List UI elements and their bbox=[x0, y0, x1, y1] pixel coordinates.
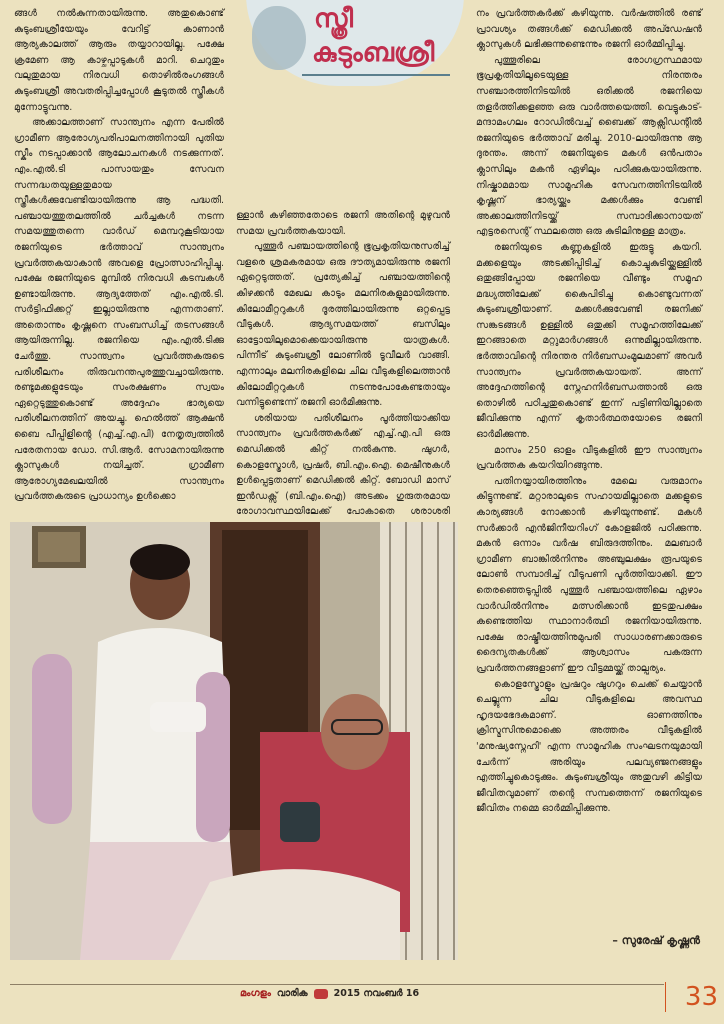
heading-underline bbox=[302, 74, 450, 76]
paragraph: പുത്തൂർ പഞ്ചായത്തിന്റെ ഭൂപ്രകൃതിയനുസരിച്ച് വളരെ ശ്രമകരമായ ഒരു ദൗത്യമായിരുന്നു രജനി ഏറ്റെടുത്തത്. പ്രത്യേകിച്ച് പഞ്ചായത്തിന്റെ കിഴക്കൻ മേഖല കാടും മലനിരകളുമായിരുന്നു. കിലോമീറ്ററുകൾ ദൂരത്തിലായിരുന്നു ഒറ്റപ്പെട്ട വീടുകൾ. ആദ്യസമയത്ത് ബസിലും ഓട്ടോയിലുമൊക്കെയായിരുന്നു യാത്രകൾ. പിന്നീട് കുടുംബശ്രീ ലോണിൽ ടൂവീലർ വാങ്ങി. എന്നാലും മലനിരകളിലെ ചില വീടുകളിലെത്താൻ കിലോമീറ്ററുകൾ നടന്നുപോകേണ്ടതായും വന്നിട്ടുണ്ടെന്ന് രജനി ഓർമിക്കുന്നു. bbox=[236, 241, 450, 409]
heading-line-2: കുടുംബശ്രീ bbox=[312, 38, 435, 68]
text-column-3 bbox=[476, 6, 702, 817]
paragraph: അക്കാലത്താണ് സാന്ത്വനം എന്ന പേരിൽ ഗ്രാമീണ ആരോഗ്യപരിപാലനത്തിനായി പുതിയ സ്കീം നടപ്പാക്കാൻ ആലോചനകൾ നടക്കുന്നത്. എം.എൽ.ടി പാസായതും സേവന സന്നദ്ധതയുള്ളതുമായ സ്ത്രീകൾക്കുവേണ്ടിയായിരുന്നു ആ പദ്ധതി. പഞ്ചായത്തുതലത്തിൽ ചർച്ചകൾ നടന്ന സമയത്തുതന്നെ വാർഡ് മെമ്പറുകൂടിയായ രജനിയുടെ ഭർത്താവ് സാന്ത്വനം പ്രവർത്തകയാകാൻ അവളെ പ്രോത്സാഹിപ്പിച്ചു. പക്ഷേ രജനിയുടെ മുമ്പിൽ നിരവധി കടമ്പകൾ ഉണ്ടായിരുന്നു. ആദ്യത്തേത് എം.എൽ.ടി. സർട്ടിഫിക്കറ്റ് ഇല്ലായിരുന്നു എന്നതാണ്. അതൊന്നും കൃഷ്ണനെ സംബന്ധിച്ച് തടസങ്ങൾ ആയിരുന്നില്ല. രജനിയെ എം.എൽ.ടിക്കു ചേർത്തു. സാന്ത്വനം പ്രവർത്തകരുടെ പരിശീലനം തിരുവനന്തപുരത്തുവച്ചായിരുന്നു. രണ്ടുമക്കളുടേയും സംരക്ഷണം സ്വയം ഏറ്റെടുത്തുകൊണ്ട് അദ്ദേഹം ഭാര്യയെ പരിശീലനത്തിന് അയച്ചു. ഹെൽത്ത് ആക്ഷൻ ബൈ പീപ്പിളിന്റെ (എച്ച്.എ.പി) നേതൃത്വത്തിൽ പരേതനായ ഡോ. സി.ആർ. സോമനായിരുന്നു ക്ലാസുകൾ നയിച്ചത്. ഗ്രാമീണ ആരോഗ്യമേഖലയിൽ സാന്ത്വനം പ്രവർത്തകരുടെ പ്രാധാന്യം ഉൾക്കൊ bbox=[14, 117, 224, 503]
footer-magazine: വാരിക bbox=[276, 988, 308, 999]
text-column-1 bbox=[14, 6, 224, 505]
page-number: 33 bbox=[684, 982, 718, 1012]
paragraph: രജനിയുടെ കണ്ണുകളിൽ ഇരുട്ടു കയറി. മക്കളെയും അടക്കിപ്പിടിച്ച് കൊച്ചുകുടിയ്ക്കുള്ളിൽ ഒതുങ്ങിപ്പോയ രജനിയെ വീണ്ടും സമൂഹ മദ്ധ്യത്തിലേക്ക് കൈപിടിച്ചു കൊണ്ടുവന്നത് കുടുംബശ്രീയാണ്. മക്കൾക്കുവേണ്ടി രജനിക്ക് സങ്കടങ്ങൾ ഉള്ളിൽ ഒതുക്കി സമൂഹത്തിലേക്ക് ഇറങ്ങാതെ മറ്റുമാർഗങ്ങൾ ഒന്നുമില്ലായിരുന്നു. ഭർത്താവിന്റെ നിരന്തര നിർബന്ധംമൂലമാണ് അവർ സാന്ത്വനം പ്രവർത്തകയായത്. അന്ന് അദ്ദേഹത്തിന്റെ സ്നേഹനിർബന്ധത്താൽ ഒരു തൊഴിൽ പഠിച്ചതുകൊണ്ട് ഇന്ന് പട്ടിണിയില്ലാതെ ജീവിക്കുന്നു എന്ന് കൃതാർത്ഥതയോടെ രജനി ഓർമിക്കുന്നു. bbox=[476, 241, 702, 441]
page-number-divider bbox=[665, 982, 666, 1012]
paragraph: പതിനയ്യായിരത്തിനും മേലെ വരുമാനം കിട്ടുന്നുണ്ട്. മറ്റാരാലുടെ സഹായമില്ലാതെ മക്കളുടെ കാര്യങ്ങൾ നോക്കാൻ കഴിയുന്നുണ്ട്. മകൾ സർക്കാർ എൻജിനീയറിംഗ് കോളജിൽ പഠിക്കുന്നു. മകൻ ഒന്നാം വർഷ ബിരുദത്തിനും. മലബാർ ഗ്രാമീണ ബാങ്കിൽനിന്നും അഞ്ചുലക്ഷം രൂപയുടെ ലോൺ സമ്പാദിച്ച് വീടുപണി പൂർത്തിയാക്കി. ഈ തെരഞ്ഞെടുപ്പിൽ പുത്തൂർ പഞ്ചായത്തിലെ ഏഴാം വാർഡിൽനിന്നും മത്സരിക്കാൻ ഇടതുപക്ഷം കണ്ടെത്തിയ സ്ഥാനാർത്ഥി രജനിയായിരുന്നു. പക്ഷേ രാഷ്ട്രീയത്തിനുമുപരി സാധാരണക്കാരുടെ ദൈന്യതകൾക്ക് ആശ്വാസം പകരുന്ന പ്രവർത്തനങ്ങളാണ് ഈ വീട്ടമ്മയ്ക്ക് താല്പര്യം. bbox=[476, 475, 702, 674]
footer-brand: മംഗളം bbox=[240, 988, 271, 999]
section-heading bbox=[232, 0, 470, 92]
footer-date: 2015 നവംബർ 16 bbox=[333, 988, 420, 999]
paragraph: കൊളസ്ട്രോളും പ്രഷറും ഷുഗറും ചെക്ക് ചെയ്യാൻ ചെല്ലുന്ന ചില വീടുകളിലെ അവസ്ഥ ഹൃദയഭേദകമാണ്. ഓണത്തിനും ക്രിസ്മസിനുമൊക്കെ അത്തരം വീടുകളിൽ 'മനുഷ്യസ്നേഹി' എന്ന സാമൂഹിക സംഘടനയുമായി ചേർന്ന് അരിയും പലവ്യഞ്ജനങ്ങളും എത്തിച്ചുകൊടുക്കും. കുടുംബശ്രീയും അതുവഴി കിട്ടിയ ജീവിതവുമാണ് തന്റെ സമ്പത്തെന്ന് രജനിയുടെ ജീവിതം നമ്മെ ഓർമ്മിപ്പിക്കുന്നു. bbox=[476, 678, 702, 815]
heading-line-1: സ്ത്രീ bbox=[314, 4, 353, 34]
paragraph: ങ്ങൾ നൽകുന്നതായിരുന്നു. അതുകൊണ്ട് കുടുംബശ്രീയേയും വേറിട്ട് കാണാൻ ആര്യകാലത്ത് ആരും തയ്യാറായില്ല. പക്ഷേ ക്രമേണ ആ കാഴ്ചപ്പാടുകൾ മാറി. ചെറുതും വലുതുമായ നിരവധി തൊഴിൽരംഗങ്ങൾ കുടുംബശ്രീ അവതരിപ്പിച്ചപ്പോൾ കൂടുതൽ സ്ത്രീകൾ മുന്നോട്ടുവന്നു. bbox=[14, 8, 224, 113]
page-footer bbox=[240, 988, 419, 999]
paragraph: ള്ളാൻ കഴിഞ്ഞതോടെ രജനി അതിന്റെ മുഴുവൻ സമയ പ്രവർത്തകയായി. bbox=[236, 210, 450, 237]
article-photo bbox=[10, 522, 458, 960]
paragraph: ശരിയായ പരിശീലനം പൂർത്തിയാക്കിയ സാന്ത്വനം പ്രവർത്തകർക്ക് എച്ച്.എ.പി ഒരു മെഡിക്കൽ കിറ്റ് നൽകുന്നു. ഷുഗർ, കൊളസ്ട്രോൾ, പ്രഷർ, ബി.എം.ഐ. മെഷീനുകൾ ഉൾപ്പെട്ടതാണ് മെഡിക്കൽ കിറ്റ്. ബോഡി മാസ് ഇൻഡക്സ് (ബി.എം.ഐ) അടക്കം ഗുരുതരമായ രോഗാവസ്ഥയിലേക്ക് പോകാതെ ശരാശരി bbox=[236, 412, 450, 518]
paragraph: പുത്തൂരിലെ രോഗഗ്രസ്ഥമായ ഭൂപ്രകൃതിയിലൂടെയുള്ള നിരന്തരം സഞ്ചാരത്തിനിടയിൽ ഒരിക്കൽ രജനിയെ തളർത്തിക്കളഞ്ഞ ഒരു വാർത്തയെത്തി. വെട്ടുകാട്-മന്ദാമംഗലം റോഡിൽവച്ച് ബൈക്ക് ആക്സിഡന്റിൽ രജനിയുടെ ഭർത്താവ് മരിച്ചു. 2010-ലായിരുന്നു ആ ദുരന്തം. അന്ന് രജനിയുടെ മകൾ ഒൻപതാം ക്ലാസിലും മകൻ ഏഴിലും പഠിക്കുകയായിരുന്നു. നിഷ്കാമമായ സാമൂഹിക സേവനത്തിനിടയിൽ കൃഷ്ണന് ഭാര്യയ്ക്കും മക്കൾക്കും വേണ്ടി അക്കാലത്തിനിടയ്ക്ക് സമ്പാദിക്കാനായത് എട്ടരസെന്റ് സ്ഥലത്തെ ഒരു കുടിലിനുള്ള മാത്രം. bbox=[476, 54, 702, 238]
magazine-logo-icon bbox=[314, 989, 328, 999]
footer-rule bbox=[10, 984, 664, 985]
author-byline: – സുരേഷ് കൃഷ്ണൻ bbox=[612, 934, 700, 947]
paragraph: മാസം 250 ഓളം വീടുകളിൽ ഈ സാന്ത്വനം പ്രവർത്തക കയറിയിറങ്ങുന്നു. bbox=[476, 444, 702, 472]
woman-silhouette-icon bbox=[252, 6, 306, 70]
paragraph: നം പ്രവർത്തകർക്ക് കഴിയുന്നു. വർഷത്തിൽ രണ്ട് പ്രാവശ്യം തങ്ങൾക്ക് മെഡിക്കൽ അപ്ഡേഷൻ ക്ലാസുകൾ ലഭിക്കുന്നുണ്ടെന്നും രജനി ഓർമ്മിപ്പിച്ചു. bbox=[476, 8, 702, 51]
